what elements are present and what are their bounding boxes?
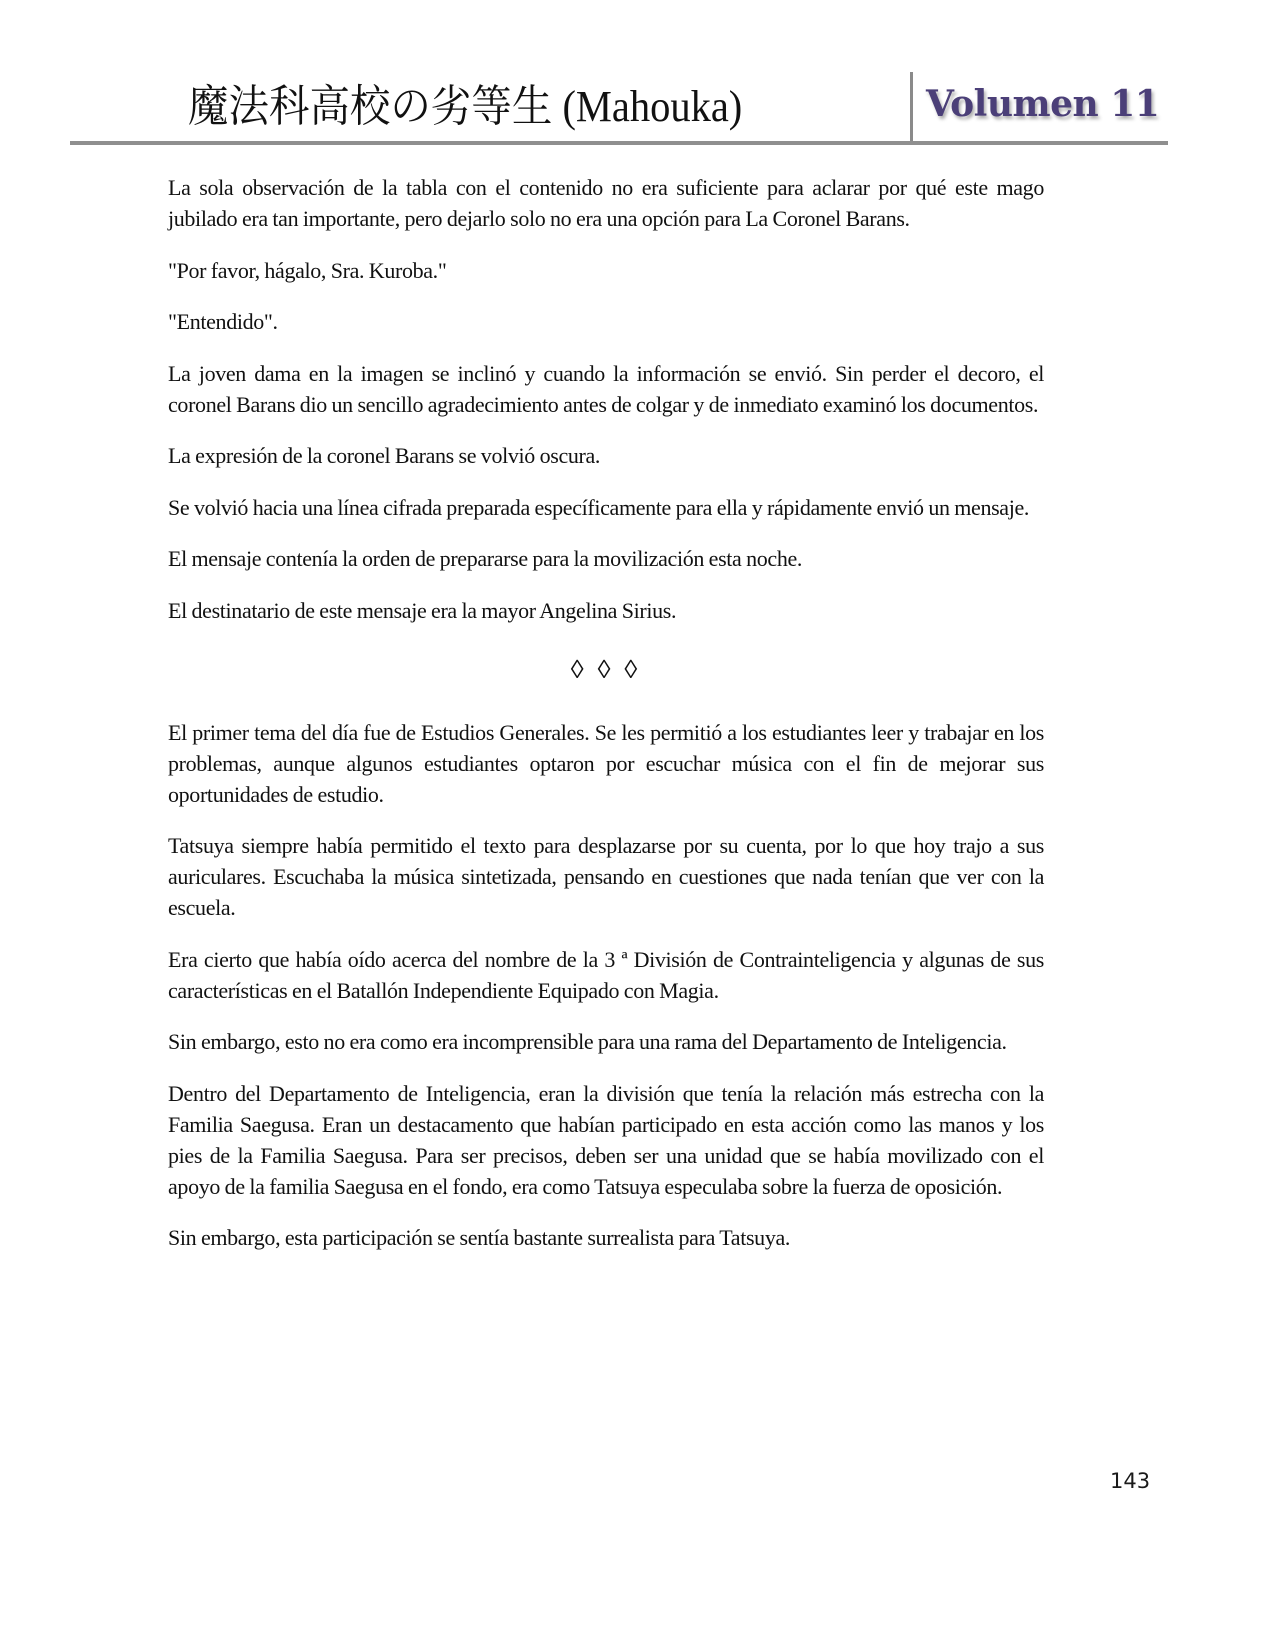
page-body (168, 172, 1044, 1274)
paragraph: La expresión de la coronel Barans se volvió oscura. (168, 443, 601, 468)
paragraph: Era cierto que había oído acerca del nombre de la 3 ª División de Contrainteligencia y algunas de sus características en el Batallón Independiente Equipado con Magia. (168, 946, 1044, 1003)
paragraph: La sola observación de la tabla con el contenido no era suficiente para aclarar por qué este mago jubilado era tan importante, pero dejarlo solo no era una opción para La Coronel Barans. (168, 175, 1044, 231)
paragraph: Se volvió hacia una línea cifrada preparada específicamente para ella y rápidamente envió un mensaje. (168, 494, 1030, 520)
paragraph: El destinatario de este mensaje era la mayor Angelina Sirius. (168, 597, 677, 623)
paragraph: El primer tema del día fue de Estudios Generales. Se les permitió a los estudiantes leer y trabajar en los problemas, aunque algunos estudiantes optaron por escuchar música con el fin de mejorar sus oportunidades de estudio. (168, 719, 1044, 807)
paragraph: La joven dama en la imagen se inclinó y cuando la información se envió. Sin perder el decoro, el coronel Barans dio un sencillo agradecimiento antes de colgar y de inmediato examinó los documentos. (168, 360, 1044, 417)
scene-break-diamonds: ◊ ◊ ◊ (570, 654, 642, 684)
paragraph: El mensaje contenía la orden de prepararse para la movilización esta noche. (168, 546, 803, 571)
paragraph: "Entendido". (168, 309, 278, 334)
header-rule (70, 141, 1168, 145)
paragraph: Tatsuya siempre había permitido el texto para desplazarse por su cuenta, por lo que hoy trajo a sus auriculares. Escuchaba la música sintetizada, pensando en cuestiones que nada tenían que ver con la escuela. (168, 833, 1044, 920)
paragraph: Sin embargo, esta participación se sentía bastante surrealista para Tatsuya. (168, 1225, 791, 1250)
paragraph: Dentro del Departamento de Inteligencia, eran la división que tenía la relación más estrecha con la Familia Saegusa. Eran un destacamento que habían participado en esta acción como las manos y los pies de la Familia Saegusa. Para ser precisos, deben ser una unidad que se había movilizado con el apoyo de la familia Saegusa en el fondo, era como Tatsuya especulaba sobre la fuerza de oposición. (168, 1080, 1044, 1199)
page-header (70, 66, 1168, 148)
book-title: 魔法科高校の劣等生 (Mahouka) (188, 82, 743, 131)
volume-label: Volumen 11 (926, 83, 1160, 125)
paragraph: "Por favor, hágalo, Sra. Kuroba." (168, 257, 447, 283)
paragraph: Sin embargo, esto no era como era incomprensible para una rama del Departamento de Inteligencia. (168, 1029, 1007, 1054)
page-number: 143 (1110, 1469, 1151, 1493)
header-vertical-divider (910, 72, 913, 144)
